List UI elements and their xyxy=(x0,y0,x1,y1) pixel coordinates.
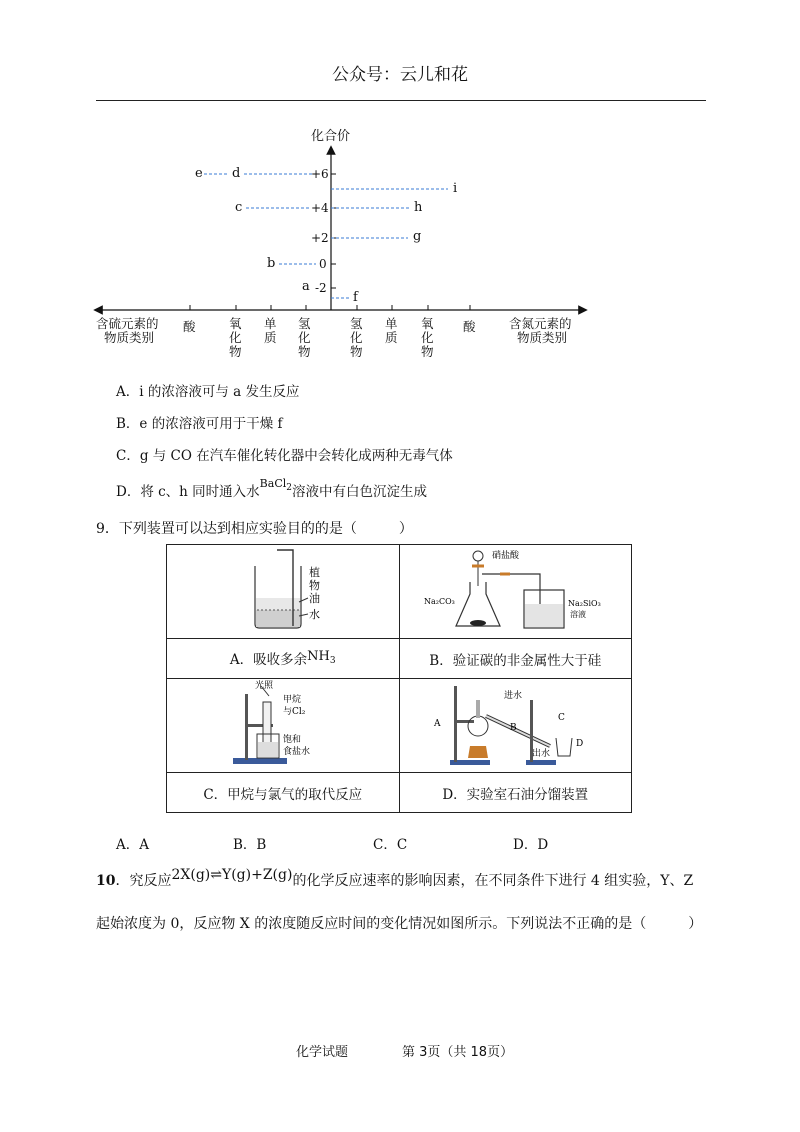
bacl-subscript: 2 xyxy=(286,483,292,493)
q10-line2: 起始浓度为 0，反应物 X 的浓度随反应时间的变化情况如图所示。下列说法不正确的是（ ） xyxy=(96,916,703,932)
q8-option-c: C．g 与 CO 在汽车催化转化器中会转化成两种无毒气体 xyxy=(116,448,453,464)
q10-equation: 2X(g)⇌Y(g)+Z(g) xyxy=(171,867,293,883)
footer-subject: 化学试题 xyxy=(296,1045,349,1060)
q10-suffix: 的化学反应速率的影响因素，在不同条件下进行 4 组实验，Y、Z xyxy=(292,873,694,889)
q8-option-a: A．i 的浓溶液可与 a 发生反应 xyxy=(116,384,300,400)
label-oil-2: 物 xyxy=(308,578,320,592)
cell-apparatus-b xyxy=(399,545,632,639)
point-e: e xyxy=(195,166,203,181)
right-axis-label-line2: 物质类别 xyxy=(517,330,568,345)
category-right-oxide: 氧化物 xyxy=(421,316,434,359)
label-brine-2: 食盐水 xyxy=(282,746,310,757)
cell-apparatus-d xyxy=(399,679,632,773)
x-axis-left-label xyxy=(96,317,159,345)
q9-choice-a: A．A xyxy=(116,837,149,853)
q10-line1 xyxy=(96,867,694,890)
label-D: D xyxy=(576,738,584,749)
label-oil-1: 植 xyxy=(308,565,320,579)
methane-chlorine-diagram xyxy=(213,680,353,768)
left-axis-label-line2: 物质类别 xyxy=(104,330,155,345)
tick-label-0: 0 xyxy=(319,257,327,271)
point-g: g xyxy=(413,229,422,244)
tick-label-plus2: +2 xyxy=(311,231,329,245)
nh3-formula xyxy=(307,649,335,664)
q8-option-d xyxy=(116,477,427,502)
q8-option-d-suffix: 溶液中有白色沉淀生成 xyxy=(291,484,427,500)
category-left-hydride: 氢化物 xyxy=(298,316,311,359)
point-h: h xyxy=(414,200,423,215)
footer-page-number: 第 3页（共 18页） xyxy=(402,1045,514,1060)
label-A: A xyxy=(434,718,441,729)
q8-option-d-prefix: D．将 c、h 同时通入水 xyxy=(116,484,260,500)
nh3-subscript: 3 xyxy=(329,655,336,666)
y-axis-label: 化合价 xyxy=(311,129,351,144)
category-right-element: 单质 xyxy=(385,316,398,345)
category-left-oxide: 氧化物 xyxy=(229,316,242,359)
tick-label-minus2: -2 xyxy=(315,281,327,295)
caption-d: D．实验室石油分馏装置 xyxy=(399,773,632,813)
carbon-silicon-diagram xyxy=(420,546,610,634)
tick-label-plus4: +4 xyxy=(311,201,329,215)
category-right-acid: 酸 xyxy=(463,319,476,334)
beaker-oil-water-diagram xyxy=(233,546,333,634)
bacl2-formula xyxy=(259,477,292,493)
label-na2co3: Na₂CO₃ xyxy=(424,596,456,606)
category-left-acid: 酸 xyxy=(183,319,196,334)
q9-choice-d: D．D xyxy=(513,837,549,853)
label-out-water: 出水 xyxy=(532,748,551,759)
point-c: c xyxy=(235,200,243,215)
label-oil-3: 油 xyxy=(308,591,320,605)
q10-prefix: ．究反应 xyxy=(115,873,172,889)
page-header-title: 公众号：云儿和花 xyxy=(332,65,468,85)
q9-choice-b: B．B xyxy=(233,837,267,853)
experiment-table xyxy=(166,544,632,813)
category-right-hydride: 氢化物 xyxy=(350,316,363,359)
cell-apparatus-a xyxy=(167,545,400,639)
label-C: C xyxy=(558,712,566,723)
distillation-diagram xyxy=(430,680,600,768)
caption-b: B．验证碳的非金属性大于硅 xyxy=(399,639,632,679)
tick-label-plus6: +6 xyxy=(311,167,329,181)
label-B: B xyxy=(510,722,517,733)
label-light: 光照 xyxy=(254,680,273,691)
right-axis-label-line1: 含氮元素的 xyxy=(509,316,572,331)
label-brine-1: 饱和 xyxy=(282,734,301,745)
point-i: i xyxy=(453,181,458,196)
category-left-element: 单质 xyxy=(264,316,277,345)
point-b: b xyxy=(267,256,276,271)
nh-text: NH xyxy=(307,648,330,664)
label-ch4-2: 与Cl₂ xyxy=(282,706,306,717)
point-f: f xyxy=(353,290,358,305)
label-na2sio3-1: Na₂SiO₃ xyxy=(568,598,602,608)
label-in-water: 进水 xyxy=(504,690,523,701)
caption-c: C．甲烷与氯气的取代反应 xyxy=(167,773,400,813)
label-ch4-1: 甲烷 xyxy=(282,694,301,705)
bacl-text: BaCl xyxy=(259,477,287,490)
q8-option-b: B．e 的浓溶液可用于干燥 f xyxy=(116,416,283,432)
caption-a xyxy=(167,639,400,679)
label-na2sio3-2: 溶液 xyxy=(570,609,587,619)
q10-number: 10 xyxy=(96,873,116,889)
q9-stem: 9．下列装置可以达到相应实验目的的是（ ） xyxy=(96,521,413,537)
point-a: a xyxy=(302,279,310,294)
x-axis-right-label xyxy=(509,317,572,345)
q9-choice-c: C．C xyxy=(373,837,408,853)
point-d: d xyxy=(232,166,241,181)
caption-a-text: A．吸收多余 xyxy=(229,651,308,668)
label-water: 水 xyxy=(308,607,320,621)
label-acid: 硝盐酸 xyxy=(492,550,520,561)
left-axis-label-line1: 含硫元素的 xyxy=(96,316,159,331)
cell-apparatus-c xyxy=(167,679,400,773)
